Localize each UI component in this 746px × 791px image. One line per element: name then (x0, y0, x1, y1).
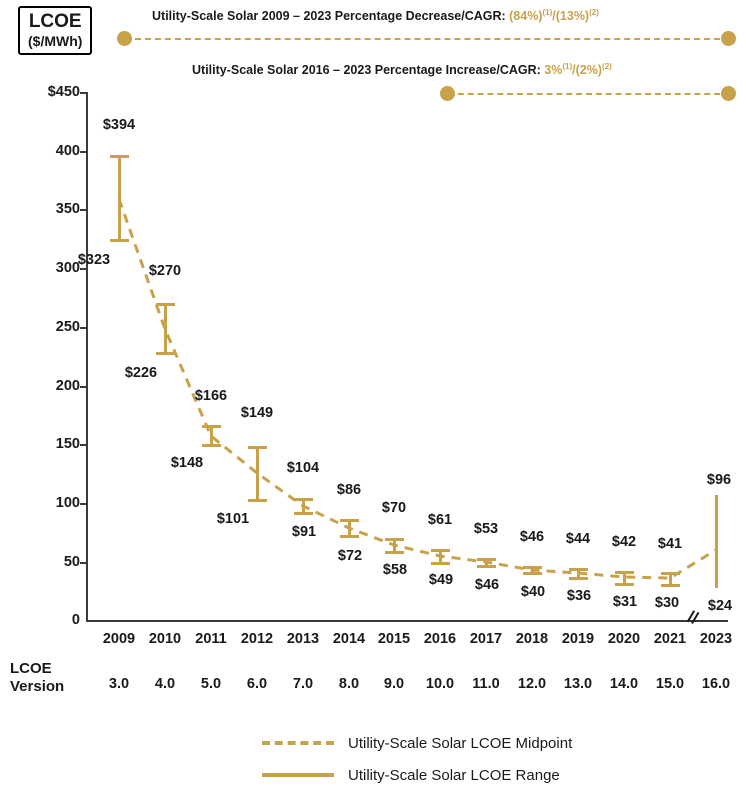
y-tick-mark-100 (80, 503, 87, 505)
x-tick-label-2010: 2010 (148, 631, 182, 647)
version-value-2019: 13.0 (563, 676, 593, 692)
label-high-2009: $394 (102, 117, 136, 133)
range-cap-high-2021 (661, 572, 680, 575)
label-high-2010: $270 (148, 263, 182, 279)
y-tick-label-50: 50 (63, 554, 80, 570)
label-high-2016: $61 (427, 512, 453, 528)
annotation-increase-connector (448, 93, 730, 95)
range-cap-low-2010 (156, 352, 175, 355)
range-cap-high-2017 (477, 558, 496, 561)
label-low-2009: $323 (77, 252, 111, 268)
annotation-increase (192, 62, 612, 77)
y-tick-label-250: 250 (55, 319, 80, 335)
range-cap-high-2020 (615, 571, 634, 574)
range-bar-2010 (164, 303, 167, 355)
range-cap-high-2013 (294, 498, 313, 501)
y-tick-mark-450 (80, 92, 87, 94)
range-cap-low-2017 (477, 565, 496, 568)
y-axis-unit-title: LCOE (28, 11, 82, 32)
label-low-2012: $101 (216, 511, 250, 527)
annotation-decrease-sep: / (552, 9, 556, 24)
range-bar-2009 (118, 155, 121, 242)
label-high-2012: $149 (240, 405, 274, 421)
range-cap-high-2014 (340, 519, 359, 522)
legend-item-range (262, 759, 572, 791)
label-high-2023: $96 (706, 472, 732, 488)
range-cap-low-2013 (294, 512, 313, 515)
y-tick-mark-400 (80, 151, 87, 153)
annotation-increase-sep: / (572, 63, 576, 78)
range-cap-low-2021 (661, 584, 680, 587)
y-tick-label-400: 400 (55, 143, 80, 159)
annotation-decrease-text: Utility-Scale Solar 2009 – 2023 Percentage Decrease/CAGR: (152, 9, 506, 24)
y-tick-label-100: 100 (55, 495, 80, 511)
x-tick-label-2023: 2023 (699, 631, 733, 647)
x-tick-label-2017: 2017 (469, 631, 503, 647)
y-tick-label-300: 300 (55, 260, 80, 276)
y-tick-mark-50 (80, 562, 87, 564)
label-high-2019: $44 (565, 531, 591, 547)
range-cap-low-2018 (523, 572, 542, 575)
x-tick-label-2016: 2016 (423, 631, 457, 647)
version-row-label (10, 660, 64, 696)
range-cap-low-2011 (202, 444, 221, 447)
y-tick-label-450: $450 (47, 84, 80, 100)
range-cap-low-2009 (110, 239, 129, 242)
label-low-2011: $148 (170, 455, 204, 471)
label-high-2021: $41 (657, 536, 683, 552)
range-cap-low-2012 (248, 499, 267, 502)
y-axis-line (86, 92, 88, 622)
version-value-2023: 16.0 (701, 676, 731, 692)
y-tick-label-150: 150 (55, 436, 80, 452)
annotation-decrease-value: (84%) (509, 9, 543, 24)
x-tick-label-2013: 2013 (286, 631, 320, 647)
annotation-decrease-sup1: (1) (542, 8, 553, 17)
x-tick-label-2018: 2018 (515, 631, 549, 647)
label-high-2015: $70 (381, 500, 407, 516)
y-axis-unit-subtitle: ($/MWh) (28, 32, 83, 49)
version-value-2010: 4.0 (154, 676, 176, 692)
annotation-increase-dot-left (440, 86, 455, 101)
range-cap-low-2019 (569, 577, 588, 580)
range-cap-high-2015 (385, 538, 404, 541)
label-low-2015: $58 (382, 562, 408, 578)
version-value-2015: 9.0 (383, 676, 405, 692)
annotation-decrease-connector (125, 38, 730, 40)
x-tick-label-2021: 2021 (653, 631, 687, 647)
label-high-2018: $46 (519, 529, 545, 545)
version-row-label-line2: Version (10, 678, 65, 695)
range-cap-high-2018 (523, 566, 542, 569)
range-cap-high-2019 (569, 568, 588, 571)
y-tick-mark-300 (80, 268, 87, 270)
y-tick-label-350: 350 (55, 201, 80, 217)
legend-label-midpoint: Utility-Scale Solar LCOE Midpoint (348, 734, 573, 752)
version-value-2017: 11.0 (472, 676, 500, 692)
version-value-2011: 5.0 (200, 676, 222, 692)
legend-label-range: Utility-Scale Solar LCOE Range (348, 766, 560, 784)
x-tick-label-2009: 2009 (102, 631, 136, 647)
x-tick-label-2014: 2014 (332, 631, 366, 647)
legend (262, 727, 572, 791)
annotation-increase-value: 3% (544, 63, 563, 78)
y-tick-label-0: 0 (71, 612, 80, 628)
y-tick-mark-350 (80, 209, 87, 211)
annotation-increase-sup2: (2) (602, 62, 612, 71)
x-tick-label-2015: 2015 (377, 631, 411, 647)
version-value-2018: 12.0 (517, 676, 547, 692)
legend-swatch-dashed-icon (262, 741, 334, 745)
range-cap-high-2016 (431, 549, 450, 552)
range-cap-low-2015 (385, 551, 404, 554)
label-low-2021: $30 (654, 595, 680, 611)
axis-break-icon: // (685, 606, 701, 629)
range-cap-high-2012 (248, 446, 267, 449)
annotation-decrease-value2: (13%) (555, 9, 590, 24)
annotation-decrease-dot-left (117, 31, 132, 46)
label-low-2023: $24 (707, 598, 733, 614)
label-high-2013: $104 (286, 460, 320, 476)
range-cap-high-2009 (110, 155, 129, 158)
legend-swatch-solid-icon (262, 773, 334, 777)
version-value-2012: 6.0 (246, 676, 268, 692)
label-low-2019: $36 (566, 588, 592, 604)
version-value-2020: 14.0 (609, 676, 639, 692)
range-cap-low-2014 (340, 535, 359, 538)
y-axis-unit-box (18, 6, 92, 55)
annotation-decrease-dot-right (721, 31, 736, 46)
x-tick-label-2011: 2011 (195, 631, 227, 647)
y-tick-mark-150 (80, 444, 87, 446)
x-axis-line (86, 620, 728, 622)
version-value-2009: 3.0 (108, 676, 130, 692)
annotation-decrease (152, 8, 599, 23)
x-tick-label-2012: 2012 (240, 631, 274, 647)
version-value-2013: 7.0 (292, 676, 314, 692)
version-value-2014: 8.0 (338, 676, 360, 692)
range-cap-high-2010 (156, 303, 175, 306)
range-cap-low-2020 (615, 583, 634, 586)
range-cap-low-2016 (431, 562, 450, 565)
annotation-increase-dot-right (721, 86, 736, 101)
label-low-2016: $49 (428, 572, 454, 588)
label-high-2017: $53 (473, 521, 499, 537)
label-low-2017: $46 (474, 577, 500, 593)
legend-item-midpoint (262, 727, 572, 759)
range-cap-high-2011 (202, 425, 221, 428)
x-tick-label-2019: 2019 (561, 631, 595, 647)
version-value-2021: 15.0 (655, 676, 685, 692)
label-low-2020: $31 (612, 594, 638, 610)
y-tick-label-200: 200 (55, 378, 80, 394)
y-tick-mark-250 (80, 327, 87, 329)
annotation-increase-sup1: (1) (562, 62, 573, 71)
range-bar-2023 (715, 495, 718, 588)
x-tick-label-2020: 2020 (607, 631, 641, 647)
y-tick-mark-200 (80, 386, 87, 388)
label-high-2020: $42 (611, 534, 637, 550)
annotation-increase-value2: (2%) (575, 63, 603, 78)
annotation-decrease-sup2: (2) (589, 8, 599, 17)
range-bar-2012 (256, 446, 259, 502)
label-low-2018: $40 (520, 584, 546, 600)
annotation-increase-text: Utility-Scale Solar 2016 – 2023 Percentage Increase/CAGR: (192, 63, 541, 78)
label-low-2010: $226 (124, 365, 158, 381)
label-high-2011: $166 (194, 388, 228, 404)
label-low-2014: $72 (337, 548, 363, 564)
version-row-label-line1: LCOE (10, 660, 52, 677)
label-high-2014: $86 (336, 482, 362, 498)
label-low-2013: $91 (291, 524, 317, 540)
version-value-2016: 10.0 (425, 676, 455, 692)
